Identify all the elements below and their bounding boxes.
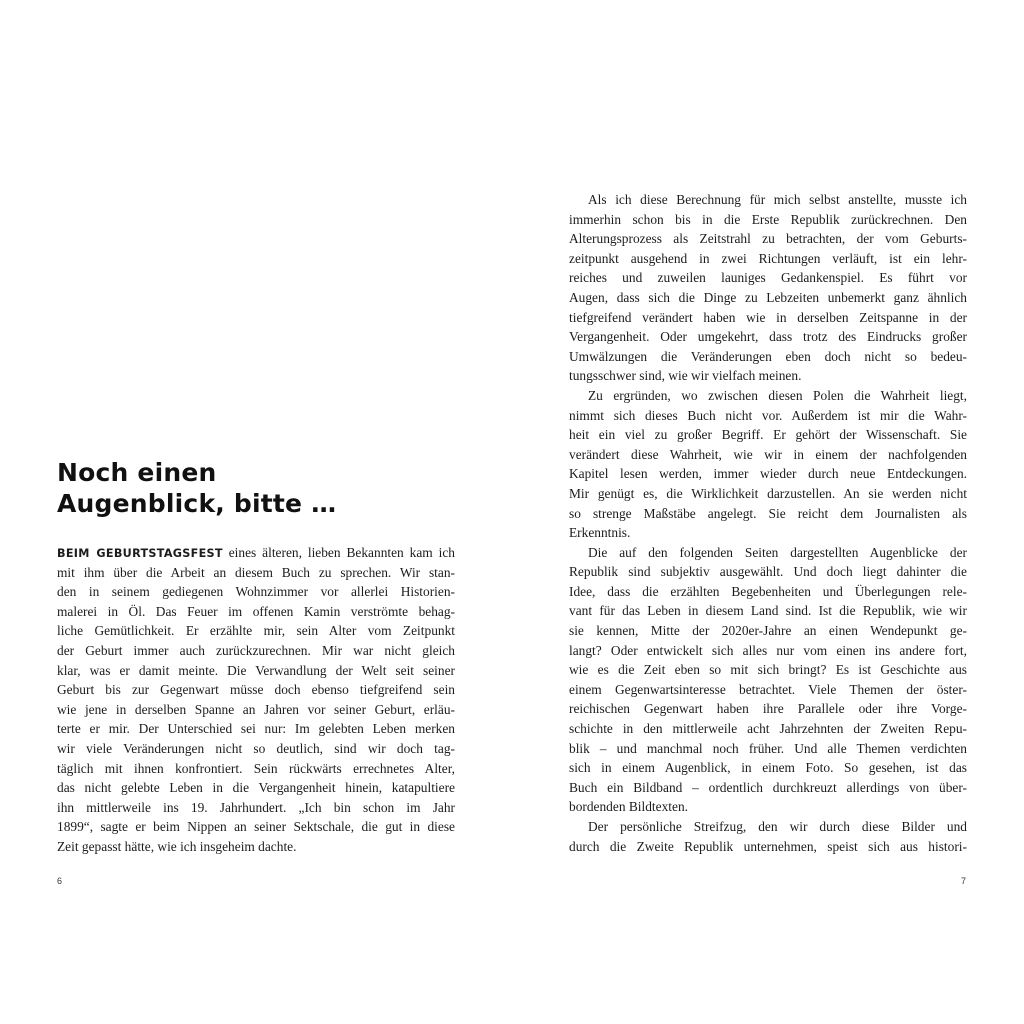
body-line: immerhin schon bis in die Erste Republik zurückrechnen. Den <box>569 211 967 227</box>
body-line: Mir genügt es, die Wirklichkeit darzustellen. An sie werden nicht <box>569 485 967 501</box>
body-line: langt? Oder entwickelt sich alles nur vom einen ins andere fort, <box>569 642 967 658</box>
body-line: Als ich diese Berechnung für mich selbst anstellte, musste ich <box>588 192 967 207</box>
body-line: Erkenntnis. <box>569 525 631 541</box>
body-line: wie es die Zeit eben so mit sich bringt? Es ist Geschichte aus <box>569 662 967 678</box>
body-line: Kapitel lesen werden, immer wieder durch neue Entdeckungen. <box>569 466 967 482</box>
body-line: Zeit gepasst hätte, wie ich insgeheim dachte. <box>57 838 297 854</box>
body-line: sich in einem Augenblick, in einem Foto. So gesehen, ist das <box>569 760 967 776</box>
right-body-text <box>569 190 967 856</box>
body-line: zeitpunkt ausgehend in zwei Richtungen verläuft, ist ein lehr- <box>569 250 967 266</box>
body-line: Die auf den folgenden Seiten dargestellten Augenblicke der <box>588 544 967 560</box>
body-line: einem Gegenwartsinteresse betrachtet. Viele Themen der öster- <box>569 681 967 697</box>
chapter-title <box>57 457 477 519</box>
body-line: Umwälzungen die Veränderungen eben doch nicht so bedeu- <box>569 348 967 364</box>
body-line: ihn mittlerweile ins 19. Jahrhundert. „Ich bin schon im Jahr <box>57 799 455 815</box>
body-line: vant für das Leben in diesem Land sind. Ist die Republik, wie wir <box>569 603 967 619</box>
body-line: malerei in Öl. Das Feuer im offenen Kamin verströmte behag- <box>57 603 455 619</box>
body-line: Buch ein Bildband – ordentlich durchkreuzt allerdings von über- <box>569 779 967 795</box>
body-line: bordenden Bildtexten. <box>569 799 688 815</box>
page-number-left: 6 <box>57 876 63 886</box>
body-line: wir viele Veränderungen nicht so deutlich, sind wir doch tag- <box>57 740 455 756</box>
page-number-right: 7 <box>961 876 967 886</box>
chapter-title-line-2: Augenblick, bitte … <box>57 489 337 518</box>
body-line: heit ein viel zu großer Begriff. Er gehört der Wissenschaft. Sie <box>569 427 967 443</box>
body-line: Republik sind subjektiv ausgewählt. Und doch liegt dahinter die <box>569 564 967 580</box>
body-line: durch die Zweite Republik unternehmen, speist sich aus histori- <box>569 838 967 854</box>
body-line: terte er mir. Der Unterschied sei nur: Im gelebten Leben merken <box>57 721 455 737</box>
body-line: Geburt bis zur Gegenwart müsse doch ebenso tiefgreifend sein <box>57 682 455 698</box>
chapter-title-line-1: Noch einen <box>57 458 217 487</box>
body-line: reiches und zuweilen launiges Gedankenspiel. Es führt vor <box>569 270 967 286</box>
body-line: nimmt sich dieses Buch nicht vor. Außerdem ist mir die Wahr- <box>569 407 967 423</box>
body-line: Der persönliche Streifzug, den wir durch diese Bilder und <box>588 819 967 834</box>
body-line: tungsschwer sind, wie wir vielfach meinen. <box>569 368 802 384</box>
body-line: schichte in den mittlerweile acht Jahrzehnten der Zweiten Repu- <box>569 721 967 737</box>
body-line: liche Gemütlichkeit. Er erzählte mir, sein Alter vom Zeitpunkt <box>57 623 455 639</box>
left-body-text <box>57 543 455 857</box>
body-line-text: eines älteren, lieben Bekannten kam ich <box>222 545 455 560</box>
body-line: Idee, dass die erzählten Begebenheiten und Überlegungen rele- <box>569 583 967 599</box>
body-line: den in seinem gediegenen Wohnzimmer vor allerlei Historien- <box>57 584 455 600</box>
body-line: sie kennen, Mitte der 2020er-Jahre an einen Wendepunkt ge- <box>569 623 967 639</box>
body-line: blik – und manchmal noch früher. Und alle Themen verdichten <box>569 740 967 756</box>
body-line: so strenge Maßstäbe angelegt. Sie reicht dem Journalisten als <box>569 505 967 521</box>
body-line: Alterungsprozess als Zeitstrahl zu betrachten, der vom Geburts- <box>569 231 967 247</box>
body-line: mit ihm über die Arbeit an diesem Buch zu sprechen. Wir stan- <box>57 564 455 580</box>
body-line: tiefgreifend verändert haben wie in derselben Zeitspanne in der <box>569 309 967 325</box>
body-line: klar, was er damit meinte. Die Verwandlung der Welt seit seiner <box>57 662 455 678</box>
body-line: reichischen Gegenwart haben ihre Parallele oder ihre Vorge- <box>569 701 967 717</box>
body-line: das nicht gelebte Leben in die Vergangenheit hinein, katapultiere <box>57 780 455 796</box>
body-line: Vergangenheit. Oder umgekehrt, dass trotz des Eindrucks großer <box>569 329 967 345</box>
lead-in-caps: BEIM GEBURTSTAGSFEST <box>57 547 223 560</box>
body-line: täglich mit ihnen konfrontiert. Sein rückwärts errechnetes Alter, <box>57 760 455 776</box>
body-line: Augen, dass sich die Dinge zu Lebzeiten unbemerkt ganz ähnlich <box>569 289 967 305</box>
body-line: Zu ergründen, wo zwischen diesen Polen die Wahrheit liegt, <box>588 387 967 403</box>
body-line: der Geburt immer auch zurückzurechnen. Mir war nicht gleich <box>57 642 455 658</box>
body-line: wie jene in derselben Spanne an Jahren vor seiner Geburt, erläu- <box>57 701 455 717</box>
body-line <box>57 543 455 563</box>
body-line: 1899“, sagte er beim Nippen an seiner Sektschale, die gut in diese <box>57 819 455 835</box>
body-line: verändert diese Wahrheit, wie wir in einem der nachfolgenden <box>569 446 967 462</box>
